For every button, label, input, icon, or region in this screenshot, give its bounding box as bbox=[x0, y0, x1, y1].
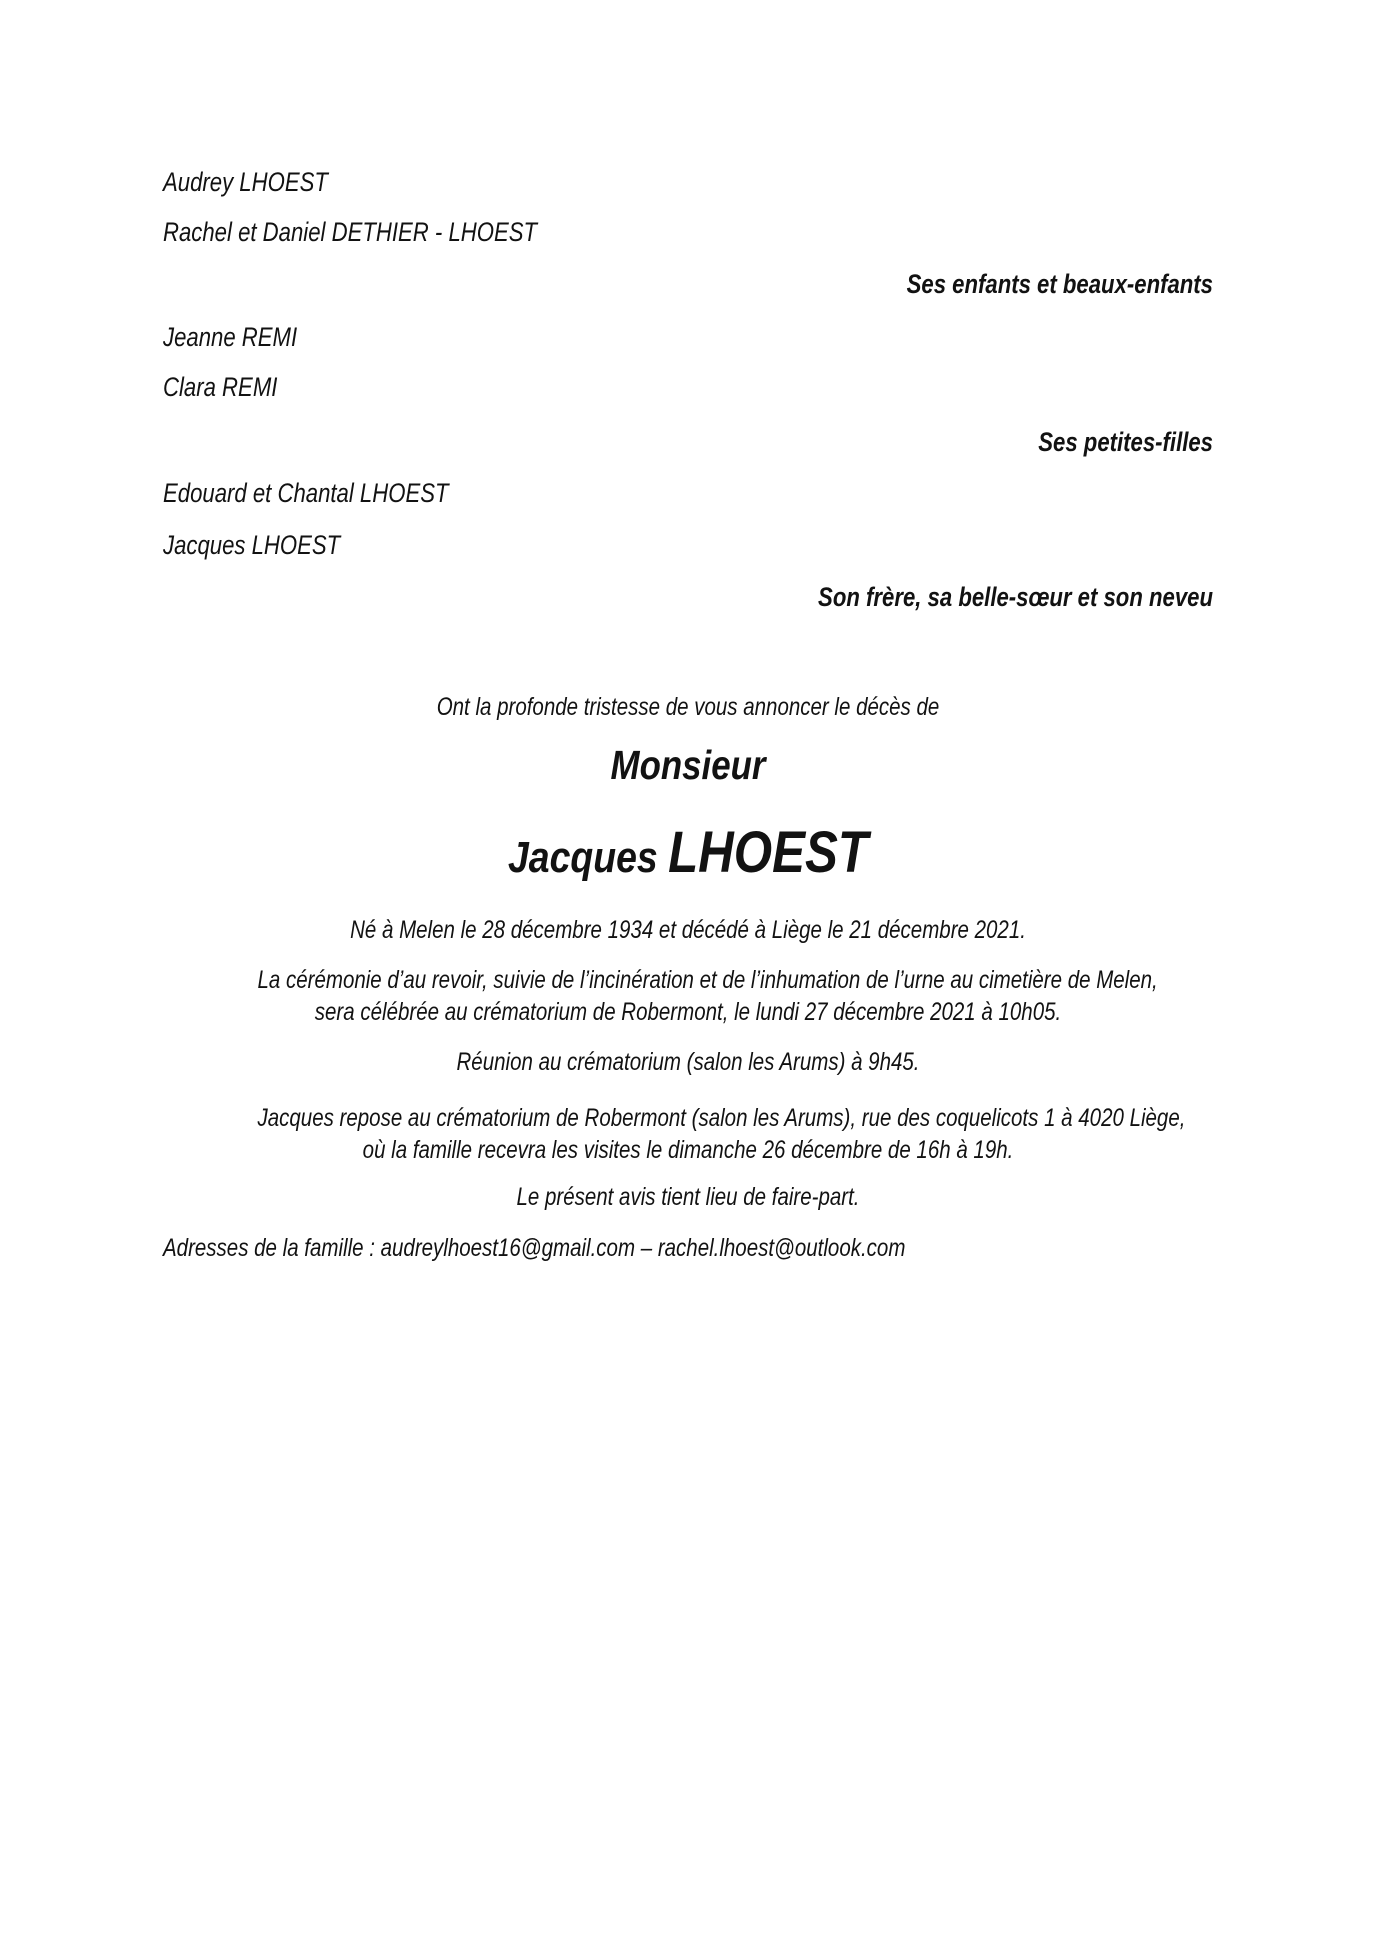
announcer-name: Rachel et Daniel DETHIER - LHOEST bbox=[163, 217, 538, 247]
deceased-name-line bbox=[242, 813, 1135, 898]
announcer-name: Edouard et Chantal LHOEST bbox=[163, 478, 449, 508]
announcement-line: Ont la profonde tristesse de vous annoncer le décès de bbox=[436, 693, 940, 721]
relation-label: Son frère, sa belle-sœur et son neveu bbox=[818, 582, 1213, 612]
relation-label: Ses enfants et beaux-enfants bbox=[906, 269, 1213, 299]
announcer-name: Jacques LHOEST bbox=[163, 530, 341, 560]
meeting-line: Réunion au crématorium (salon les Arums) à 9h45. bbox=[456, 1048, 920, 1076]
legal-notice-line: Le présent avis tient lieu de faire-part. bbox=[516, 1183, 860, 1211]
civility-title: Monsieur bbox=[610, 742, 766, 788]
ceremony-line-2: sera célébrée au crématorium de Robermont, le lundi 27 décembre 2021 à 10h05. bbox=[314, 998, 1062, 1026]
repose-line-2: où la famille recevra les visites le dimanche 26 décembre de 16h à 19h. bbox=[362, 1136, 1014, 1164]
birth-death-line: Né à Melen le 28 décembre 1934 et décédé à Liège le 21 décembre 2021. bbox=[350, 916, 1026, 944]
repose-line-1: Jacques repose au crématorium de Robermont (salon les Arums), rue des coquelicots 1 à 4020 Liège, bbox=[257, 1104, 1186, 1132]
deceased-family-name: LHOEST bbox=[668, 820, 869, 885]
deceased-given-name: Jacques bbox=[507, 833, 658, 882]
announcer-name: Clara REMI bbox=[163, 372, 278, 402]
family-addresses-line: Adresses de la famille : audreylhoest16@gmail.com – rachel.lhoest@outlook.com bbox=[163, 1234, 906, 1262]
announcer-name: Jeanne REMI bbox=[163, 322, 298, 352]
ceremony-line-1: La cérémonie d’au revoir, suivie de l’incinération et de l’inhumation de l’urne au cimetière de Melen, bbox=[257, 966, 1158, 994]
announcer-name: Audrey LHOEST bbox=[163, 167, 328, 197]
relation-label: Ses petites-filles bbox=[1038, 427, 1213, 457]
